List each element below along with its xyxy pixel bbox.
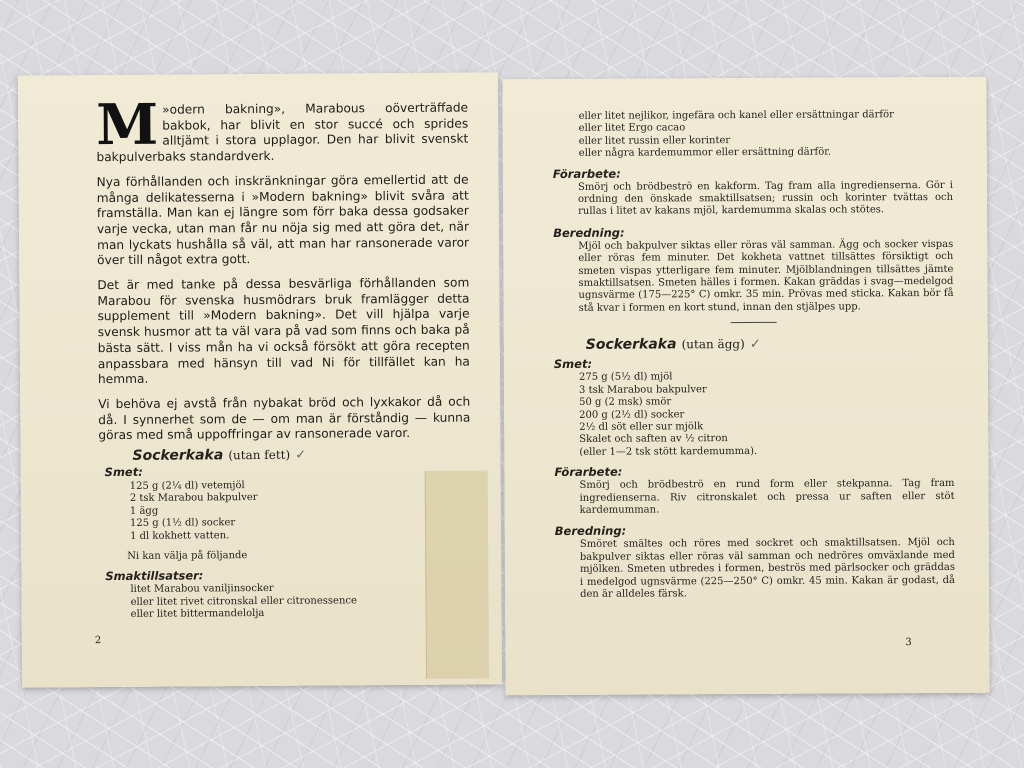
recipe-title: Sockerkaka <box>132 447 224 464</box>
smet2-line: 3 tsk Marabou bakpulver <box>578 383 707 396</box>
smet2-line: 50 g (2 msk) smör <box>579 396 672 408</box>
forarbete-text: Smörj och brödbeströ en kakform. Tag fram alla ingredienserna. Gör i ordning den önskade smaktillsatsen; russin och korinter tvättas och rullas i litet av kakans mjöl, kardemumma skalas och stötes. <box>577 179 954 218</box>
smet-line: 125 g (1½ dl) socker <box>129 517 236 530</box>
dropcap-letter: M <box>95 91 159 159</box>
smet-list <box>105 479 357 543</box>
beredning-text: Mjöl och bakpulver siktas eller röras väl samman. Ägg och socker vispas eller röras fem minuter. Det kokheta vattnet tillsättes försiktigt och smeten vispas ytterligare fem minuter. Mjölblandningen tillsättes jämte smaktillsatsen. Smeten hälles i formen. Kakan gräddas i svag—medelgod ugnsvärme (175—225° C) omkr. 35 min. Prövas med sticka. Kakan bör få stå kvar i formen en kort stund, innan den stjälpes upp. <box>578 238 954 314</box>
intro-paragraph-3: Det är med tanke på dessa besvärliga förhållanden som Marabou för svenska husmödrars bruk framlägger detta supplement till »Modern bakning». Det vill hjälpa varje svensk husmor att ta väl vara på vad som finns och baka på bästa sätt. I viss mån ha vi också försökt att göra recepten anpassbara med hänsyn till vad Ni för tillfället kan ha hemma. <box>97 275 470 387</box>
divider <box>731 322 777 323</box>
beredning2-text: Smöret smältes och röres med sockret och smaktillsatsen. Mjöl och bakpulver siktas eller röras väl samman och nedröres omväxlande med mjölken. Smeten utbredes i formen, beströs med pärlsocker och gräddas i medelgod ugnsvärme (225—250° C) omkr. 45 min. Kakan är godast, då den är alldeles färsk. <box>579 537 956 600</box>
smet-section <box>105 463 357 621</box>
checkmark-icon: ✓ <box>295 447 307 463</box>
continued-line: eller litet nejlikor, ingefära och kanel eller ersättningar därför <box>578 109 894 122</box>
smet2-line: 200 g (2½ dl) socker <box>579 408 685 421</box>
smet2-line: 2½ dl söt eller sur mjölk <box>579 421 704 433</box>
choice-line: Ni kan välja på följande <box>127 550 248 562</box>
tape-strip <box>425 470 489 678</box>
smaktillsats-line: litet Marabou vaniljinsocker <box>130 583 274 596</box>
intro-paragraph-4: Vi behöva ej avstå från nybakat bröd och lyxkakor då och då. I synnerhet som de — om man är förståndig — kunna göras med små uppoffringar av ransonerade varor. <box>98 394 471 443</box>
right-page <box>502 77 989 696</box>
smet2-line: (eller 1—2 tsk stött kardemumma). <box>579 445 758 458</box>
smet-line: 125 g (2¼ dl) vetemjöl <box>129 480 245 492</box>
opening-quote: » <box>162 102 170 117</box>
recipe-subtitle: (utan fett) <box>228 447 291 463</box>
smet-line: 2 tsk Marabou bakpulver <box>129 492 258 505</box>
intro-paragraph-2: Nya förhållanden och inskränkningar göra emellertid att de många delikatesserna i »Modern bakning» blivit svåra att framställa. Man kan ej längre som förr baka dessa godsaker varje vecka, utan man får nu nöja sig med att göra det, när man lyckats hushålla så väl, att man har ransonerade varor över till något extra gott. <box>96 172 470 268</box>
recipe-heading <box>132 444 306 464</box>
recipe2-title: Sockerkaka <box>585 336 677 354</box>
intro-paragraph-1 <box>95 91 469 166</box>
smet2-line: Skalet och saften av ½ citron <box>579 433 728 446</box>
intro-paragraph-1-text: odern bakning», Marabous oöverträffade bakbok, har blivit en stor succé och sprides alltjämt i stora upplagor. Den har blivit svenskt bakpulverbaks standardverk. <box>96 100 469 165</box>
left-page <box>18 72 502 687</box>
recipe2-subtitle: (utan ägg) <box>681 337 745 352</box>
smet2-heading: Smet: <box>553 357 593 372</box>
forarbete2-text: Smörj och brödbeströ en rund form eller stekpanna. Tag fram ingredienserna. Riv citronskalet och pressa ur saften eller stöt kardemumman. <box>579 478 955 516</box>
beredning2-heading: Beredning: <box>554 523 627 539</box>
page-number-left: 2 <box>94 635 102 647</box>
smaktillsats-line: eller litet bittermandelolja <box>130 608 265 621</box>
smet-heading: Smet: <box>104 464 143 480</box>
intro-text <box>95 91 471 454</box>
continued-line: eller litet Ergo cacao <box>578 122 686 135</box>
forarbete-heading: Förarbete: <box>552 166 621 181</box>
right-column <box>553 109 956 601</box>
continued-line: eller litet russin eller korinter <box>578 134 731 147</box>
smet2-line: 275 g (5½ dl) mjöl <box>578 371 673 384</box>
page-number-right: 3 <box>905 637 912 649</box>
checkmark-icon: ✓ <box>749 337 761 353</box>
smaktillsats-line: eller litet rivet citronskal eller citronessence <box>130 595 357 608</box>
beredning-heading: Beredning: <box>553 225 625 240</box>
smaktillsatser-heading: Smaktillsatser: <box>105 568 204 584</box>
recipe2-heading <box>554 332 954 353</box>
continued-list <box>553 109 953 161</box>
smet2-list <box>554 370 954 459</box>
smaktillsatser-list <box>105 583 357 622</box>
continued-line: eller några kardemummor eller ersättning därför. <box>578 146 832 160</box>
smet-line: 1 ägg <box>129 505 159 517</box>
smet-line: 1 dl kokhett vatten. <box>130 529 230 542</box>
forarbete2-heading: Förarbete: <box>554 464 623 480</box>
